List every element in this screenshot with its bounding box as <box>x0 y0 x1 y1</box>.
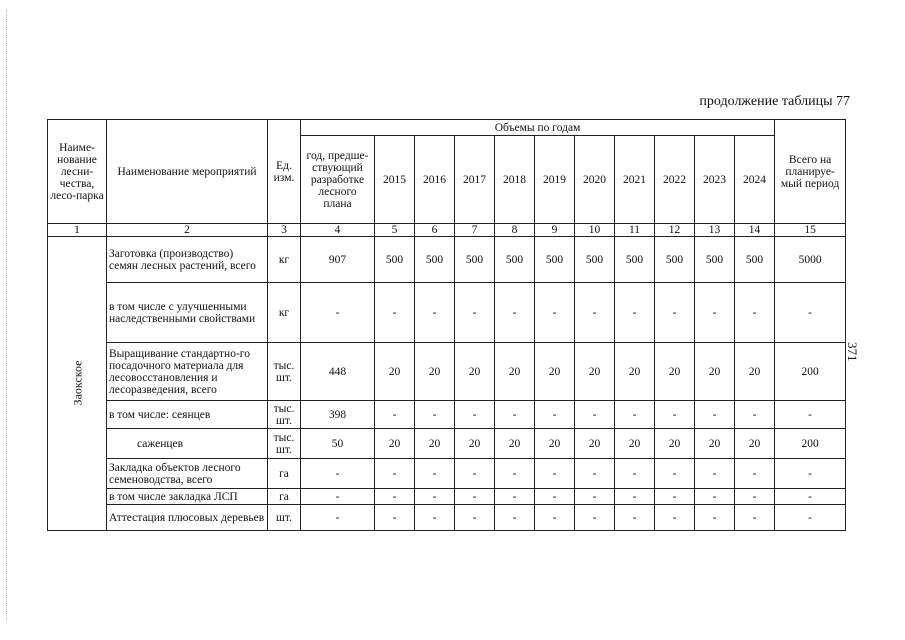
total-value: - <box>775 401 846 429</box>
year-value: 500 <box>455 237 495 283</box>
year-value: 20 <box>735 343 775 401</box>
year-value: - <box>375 489 415 505</box>
year-value: 20 <box>455 429 495 459</box>
unit-cell: шт. <box>268 505 301 531</box>
year-value: 500 <box>375 237 415 283</box>
column-number: 10 <box>575 224 615 237</box>
column-number: 8 <box>495 224 535 237</box>
year-value: - <box>695 505 735 531</box>
header-year: 2021 <box>615 136 655 224</box>
year-value: - <box>535 489 575 505</box>
year-value: - <box>455 283 495 343</box>
year-value: - <box>415 489 455 505</box>
header-year: 2016 <box>415 136 455 224</box>
column-number: 1 <box>48 224 107 237</box>
year-value: 20 <box>615 429 655 459</box>
year-value: 500 <box>655 237 695 283</box>
year-value: - <box>655 489 695 505</box>
prev-year-value: - <box>301 505 375 531</box>
year-value: 500 <box>615 237 655 283</box>
prev-year-value: 448 <box>301 343 375 401</box>
unit-cell: тыс. шт. <box>268 343 301 401</box>
column-number: 6 <box>415 224 455 237</box>
table-row <box>48 343 846 401</box>
activity-name: в том числе с улучшенными наследственными свойствами <box>107 283 268 343</box>
activity-name: в том числе: сеянцев <box>107 401 268 429</box>
year-value: - <box>415 459 455 489</box>
forestry-name-cell <box>48 237 107 531</box>
year-value: 20 <box>575 343 615 401</box>
year-value: - <box>735 401 775 429</box>
header-year: 2019 <box>535 136 575 224</box>
year-value: - <box>695 401 735 429</box>
year-value: - <box>735 459 775 489</box>
activity-name: Заготовка (производство) семян лесных растений, всего <box>107 237 268 283</box>
table-row <box>48 505 846 531</box>
header-year: 2015 <box>375 136 415 224</box>
year-value: - <box>455 505 495 531</box>
header-year: 2020 <box>575 136 615 224</box>
activity-name: в том числе закладка ЛСП <box>107 489 268 505</box>
prev-year-value: 398 <box>301 401 375 429</box>
year-value: - <box>575 505 615 531</box>
unit-cell: га <box>268 489 301 505</box>
column-number: 13 <box>695 224 735 237</box>
unit-cell: тыс. шт. <box>268 429 301 459</box>
column-number: 2 <box>107 224 268 237</box>
column-number: 7 <box>455 224 495 237</box>
column-number: 11 <box>615 224 655 237</box>
activity-name: саженцев <box>107 429 268 459</box>
year-value: 20 <box>375 429 415 459</box>
unit-cell: тыс. шт. <box>268 401 301 429</box>
table-row <box>48 237 846 283</box>
year-value: 20 <box>695 429 735 459</box>
year-value: 20 <box>375 343 415 401</box>
year-value: 20 <box>695 343 735 401</box>
year-value: - <box>615 459 655 489</box>
year-value: - <box>415 401 455 429</box>
unit-cell: кг <box>268 237 301 283</box>
year-value: - <box>655 401 695 429</box>
year-value: - <box>495 489 535 505</box>
year-value: - <box>495 459 535 489</box>
year-value: 500 <box>495 237 535 283</box>
year-value: - <box>455 489 495 505</box>
column-number: 14 <box>735 224 775 237</box>
total-value: - <box>775 459 846 489</box>
year-value: 20 <box>615 343 655 401</box>
year-value: - <box>655 505 695 531</box>
year-value: - <box>735 505 775 531</box>
column-number: 9 <box>535 224 575 237</box>
year-value: 20 <box>415 343 455 401</box>
table-row <box>48 401 846 429</box>
column-number: 5 <box>375 224 415 237</box>
year-value: 20 <box>535 429 575 459</box>
year-value: 20 <box>455 343 495 401</box>
unit-cell: га <box>268 459 301 489</box>
year-value: 500 <box>575 237 615 283</box>
year-value: 500 <box>735 237 775 283</box>
year-value: - <box>695 489 735 505</box>
header-volumes-by-year: Объемы по годам <box>301 120 775 136</box>
year-value: 20 <box>735 429 775 459</box>
table-row <box>48 283 846 343</box>
total-value: - <box>775 283 846 343</box>
prev-year-value: - <box>301 459 375 489</box>
year-value: - <box>375 459 415 489</box>
header-unit: Ед. изм. <box>268 120 301 224</box>
year-value: - <box>415 505 455 531</box>
header-prev-year: год, предше-ствующий разработке лесного плана <box>301 136 375 224</box>
activity-name: Закладка объектов лесного семеноводства, всего <box>107 459 268 489</box>
total-value: 200 <box>775 429 846 459</box>
year-value: - <box>575 283 615 343</box>
header-number-row <box>48 224 846 237</box>
forestry-name: Заокское <box>69 360 84 406</box>
activity-name: Выращивание стандартно-го посадочного материала для лесовосстановления и лесоразведения, всего <box>107 343 268 401</box>
prev-year-value: 50 <box>301 429 375 459</box>
header-year: 2017 <box>455 136 495 224</box>
column-number: 12 <box>655 224 695 237</box>
year-value: 20 <box>495 343 535 401</box>
year-value: - <box>375 505 415 531</box>
header-total: Всего на планируе-мый период <box>775 120 846 224</box>
header-year: 2018 <box>495 136 535 224</box>
year-value: - <box>695 459 735 489</box>
year-value: 500 <box>415 237 455 283</box>
year-value: - <box>415 283 455 343</box>
header-forestry: Наиме-нование лесни-чества, лесо-парка <box>48 120 107 224</box>
column-number: 15 <box>775 224 846 237</box>
year-value: 20 <box>575 429 615 459</box>
header-year: 2023 <box>695 136 735 224</box>
year-value: - <box>735 283 775 343</box>
year-value: - <box>615 489 655 505</box>
year-value: - <box>575 401 615 429</box>
column-number: 3 <box>268 224 301 237</box>
year-value: - <box>735 489 775 505</box>
year-value: - <box>655 459 695 489</box>
page-number: 371 <box>845 342 860 362</box>
year-value: - <box>575 489 615 505</box>
year-value: - <box>535 401 575 429</box>
total-value: - <box>775 505 846 531</box>
header-year: 2022 <box>655 136 695 224</box>
year-value: - <box>495 283 535 343</box>
year-value: 20 <box>415 429 455 459</box>
year-value: - <box>695 283 735 343</box>
year-value: - <box>535 283 575 343</box>
table-row <box>48 429 846 459</box>
year-value: - <box>535 459 575 489</box>
year-value: - <box>455 459 495 489</box>
activity-name: Аттестация плюсовых деревьев <box>107 505 268 531</box>
header-activity: Наименование мероприятий <box>107 120 268 224</box>
year-value: - <box>455 401 495 429</box>
total-value: 200 <box>775 343 846 401</box>
year-value: 20 <box>535 343 575 401</box>
year-value: - <box>655 283 695 343</box>
column-number: 4 <box>301 224 375 237</box>
continuation-label: продолжение таблицы 77 <box>699 94 850 109</box>
year-value: 20 <box>495 429 535 459</box>
prev-year-value: - <box>301 489 375 505</box>
year-value: 20 <box>655 429 695 459</box>
year-value: - <box>375 401 415 429</box>
year-value: - <box>495 401 535 429</box>
table-row <box>48 489 846 505</box>
total-value: - <box>775 489 846 505</box>
year-value: 500 <box>535 237 575 283</box>
prev-year-value: - <box>301 283 375 343</box>
year-value: 500 <box>695 237 735 283</box>
year-value: - <box>495 505 535 531</box>
total-value: 5000 <box>775 237 846 283</box>
unit-cell: кг <box>268 283 301 343</box>
table-body <box>48 237 846 531</box>
year-value: - <box>575 459 615 489</box>
year-value: - <box>615 505 655 531</box>
table-row <box>48 459 846 489</box>
activities-table <box>47 119 846 531</box>
prev-year-value: 907 <box>301 237 375 283</box>
activities-table-wrapper <box>47 119 846 531</box>
scan-margin-line <box>6 10 7 620</box>
year-value: - <box>615 283 655 343</box>
year-value: - <box>375 283 415 343</box>
header-year: 2024 <box>735 136 775 224</box>
year-value: 20 <box>655 343 695 401</box>
year-value: - <box>535 505 575 531</box>
year-value: - <box>615 401 655 429</box>
